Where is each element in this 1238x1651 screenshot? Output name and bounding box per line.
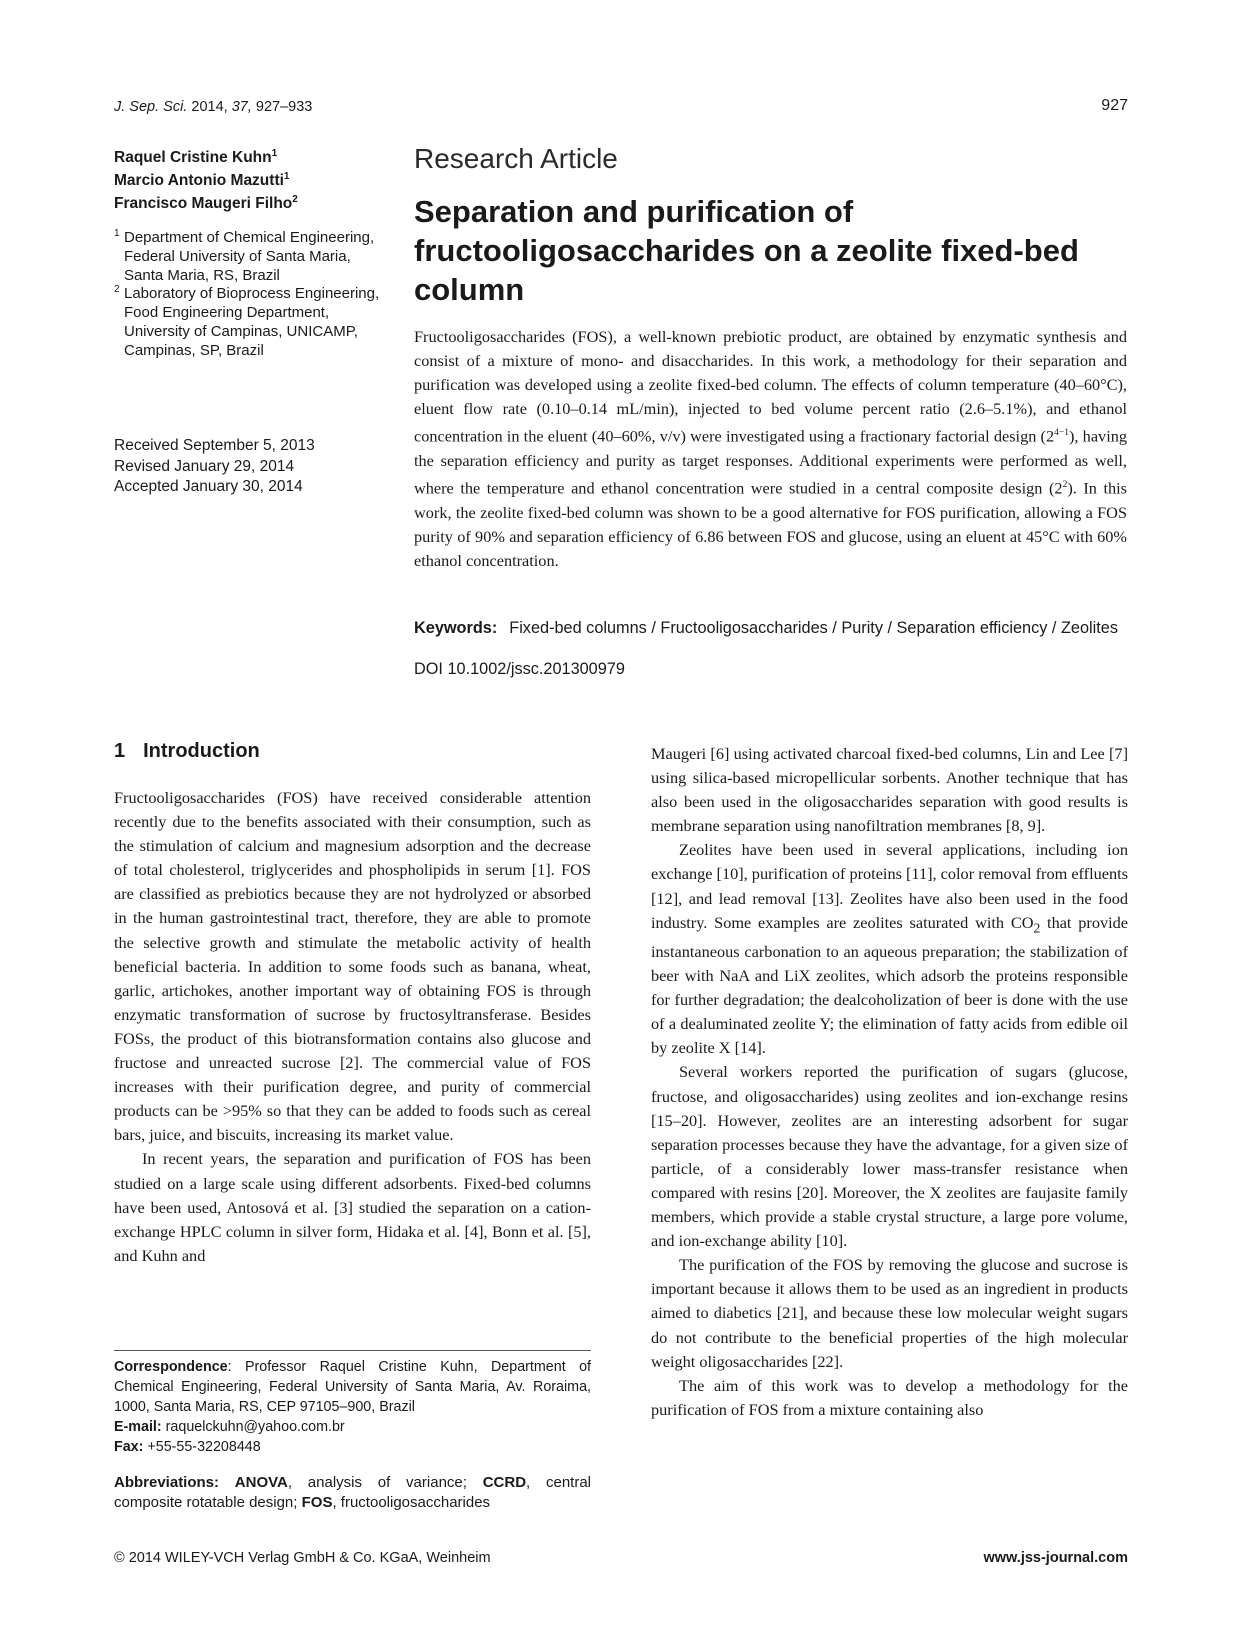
article-title: Separation and purification of fructooligosaccharides on a zeolite fixed-bed column (414, 194, 1079, 307)
section-heading: 1 Introduction (114, 740, 260, 762)
paragraph: Maugeri [6] using activated charcoal fixed-bed columns, Lin and Lee [7] using silica-based micropellicular sorbents. Another technique that has also been used in the oligosaccharides separation with good results is membrane separation using nanofiltration membranes [8, 9]. (651, 744, 1128, 836)
page-number: 927 (1101, 97, 1128, 114)
journal-volume: 37, (231, 99, 252, 115)
footnote-divider (114, 1350, 591, 1351)
footer-copyright: © 2014 WILEY-VCH Verlag GmbH & Co. KGaA, Weinheim (114, 1550, 491, 1566)
abstract: Fructooligosaccharides (FOS), a well-known prebiotic product, are obtained by enzymatic synthesis and consist of a mixture of mono- and disaccharides. In this work, a methodology for their separation and purification was developed using a zeolite fixed-bed column. The effects of column temperature (40–60°C), eluent flow rate (0.10–0.14 mL/min), injected to bed volume percent ratio (2.6–5.1%), and ethanol concentration in the eluent (40–60%, v/v) were investigated using a fractionary factorial design $(2^{4-1})$, having the separation efficiency and purity as target responses. Additional experiments were performed as well, where the temperature and ethanol concentration were studied in a central composite design $(2^2)$. In this work, the zeolite fixed-bed column was shown to be a good alternative for FOS purification, allowing a FOS purity of 90% and separation efficiency of 6.86 between FOS and glucose, using an eluent at 45°C with 60% ethanol concentration. (414, 327, 1128, 570)
keywords (414, 618, 1127, 638)
received-date: Received September 5, 2013 (114, 437, 315, 454)
affiliation-list (114, 229, 382, 361)
paragraph: The aim of this work was to develop a methodology for the purification of FOS from a mixture containing also (651, 1375, 1128, 1419)
email-link[interactable]: raquelckuhn@yahoo.com.br (165, 1419, 345, 1435)
affiliation: 2 Laboratory of Bioprocess Engineering, Food Engineering Department, University of Campinas, UNICAMP, Campinas, SP, Brazil (114, 284, 380, 359)
article-dates (114, 436, 384, 498)
body-column-right (651, 742, 1128, 1422)
keywords-text: Fixed-bed columns / Fructooligosaccharides / Purity / Separation efficiency / Zeolites (509, 619, 1118, 637)
journal-name: J. Sep. Sci. (114, 99, 188, 115)
correspondence-fax: Fax: +55-55-32208448 (114, 1439, 261, 1455)
author-name: Marcio Antonio Mazutti$^1$ (114, 171, 290, 190)
correspondence-email: E-mail: raquelckuhn@yahoo.com.br (114, 1419, 345, 1435)
accepted-date: Accepted January 30, 2014 (114, 478, 303, 495)
running-head (114, 99, 312, 115)
author-name: Francisco Maugeri Filho$^2$ (114, 194, 298, 213)
doi: DOI 10.1002/jssc.201300979 (414, 660, 625, 678)
paragraph: In recent years, the separation and purification of FOS has been studied on a large scale using different adsorbents. Fixed-bed columns have been used, Antosová et al. [3] studied the separation on a cation-exchange HPLC column in silver form, Hidaka et al. [4], Bonn et al. [5], and Kuhn and (114, 1149, 591, 1265)
abbreviations: Abbreviations: ANOVA, analysis of variance; CCRD, central composite rotatable design; FOS, fructooligosaccharides (114, 1474, 592, 1511)
paragraph: The purification of the FOS by removing the glucose and sucrose is important because it allows them to be used as an ingredient in products aimed to diabetics [21], and because these low molecular weight sugars do not contribute to the beneficial properties of the high molecular weight oligosaccharides [22]. (651, 1255, 1128, 1371)
paragraph: Fructooligosaccharides (FOS) have received considerable attention recently due to the benefits associated with their consumption, such as the stimulation of calcium and magnesium adsorption and the decrease of total cholesterol, triglycerides and phospholipids in serum [1]. FOS are classified as prebiotics because they are not hydrolyzed or absorbed in the human gastrointestinal tract, therefore, they are able to promote the selective growth and stimulate the metabolic activity of health beneficial bacteria. In addition to some foods such as banana, wheat, garlic, artichokes, another important way of obtaining FOS is through enzymatic transformation of sucrose by fructosyltransferase. Besides FOSs, the product of this biotransformation contains also glucose and fructose and unreacted sucrose [2]. The commercial value of FOS increases with their purification degree, and purity of commercial products can be >95% so that they can be added to foods such as cereal bars, juice, and biscuits, increasing its market value. (114, 788, 591, 1145)
author-list (114, 144, 374, 213)
journal-pages: 927–933 (255, 99, 313, 115)
journal-url-link[interactable]: www.jss-journal.com (983, 1550, 1128, 1566)
affiliation: 1 Department of Chemical Engineering, Federal University of Santa Maria, Santa Maria, RS, Brazil (114, 228, 375, 284)
correspondence: Correspondence: Professor Raquel Cristine Kuhn, Department of Chemical Engineering, Federal University of Santa Maria, Av. Roraima, 1000, Santa Maria, RS, CEP 97105–900, Brazil (114, 1359, 591, 1415)
revised-date: Revised January 29, 2014 (114, 457, 295, 475)
paragraph: Several workers reported the purification of sugars (glucose, fructose, and oligosaccharides) using zeolites and ion-exchange resins [15–20]. However, zeolites are an interesting adsorbent for sugar separation processes because they have the advantage, for a given size of particle, of a considerably lower mass-transfer resistance when compared with resins [20]. Moreover, the X zeolites are faujasite family members, which provide a stable crystal structure, a large pore volume, and ion-exchange ability [10]. (651, 1062, 1128, 1251)
article-type: Research Article (414, 143, 618, 174)
footnotes (114, 1357, 591, 1513)
paragraph: Zeolites have been used in several applications, including ion exchange [10], purification of proteins [11], color removal from effluents [12], and lead removal [13]. Zeolites have also been used in the food industry. Some examples are zeolites saturated with $CO_2$ that provide instantaneous carbonation to an aqueous preparation; the stabilization of beer with NaA and LiX zeolites, which adsorb the proteins responsible for further degradation; the dealcoholization of beer is done with the use of a dealuminated zeolite Y; the elimination of fatty acids from edible oil by zeolite X [14]. (651, 840, 1128, 1058)
journal-year: 2014, (191, 99, 228, 115)
author-name: Raquel Cristine Kuhn$^1$ (114, 148, 278, 167)
keywords-label: Keywords: (414, 619, 498, 637)
body-column-left (114, 786, 591, 1268)
